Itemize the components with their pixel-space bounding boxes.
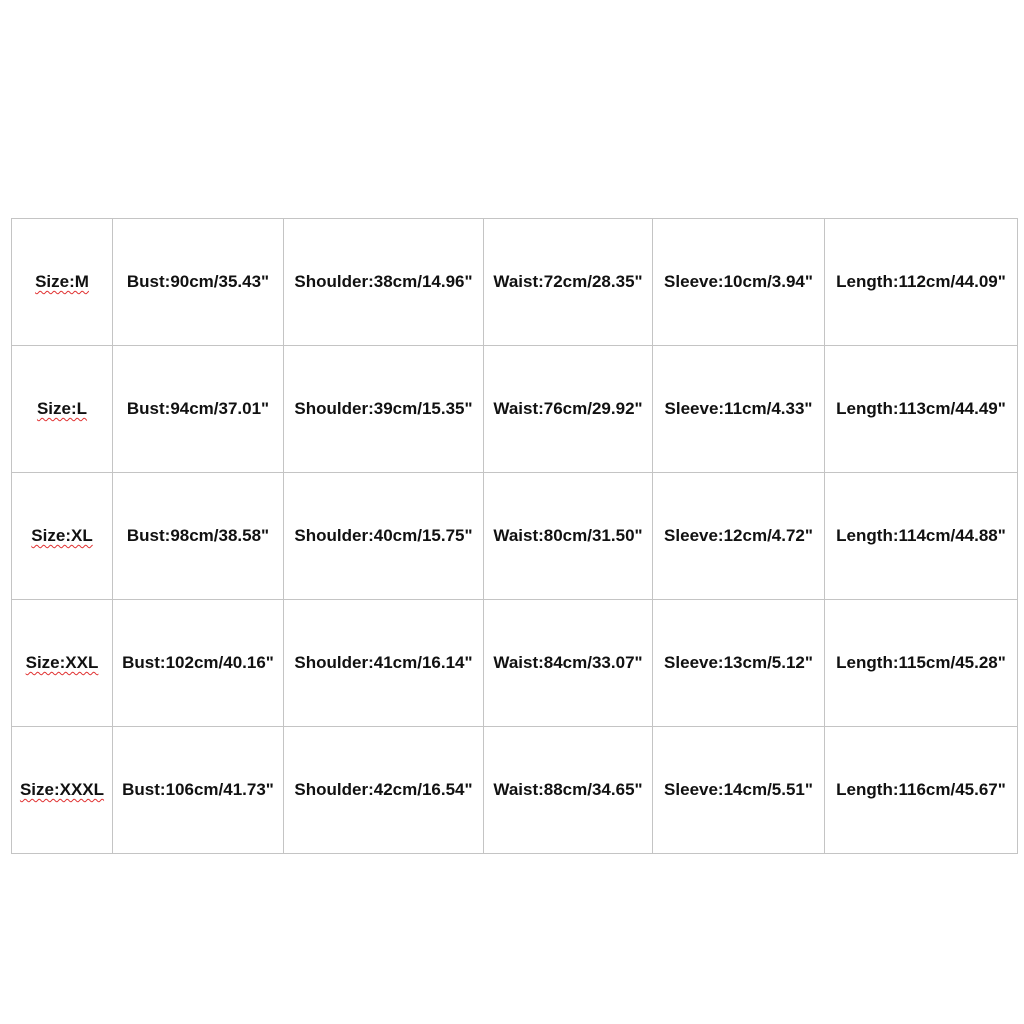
bust-cell: Bust:102cm/40.16" <box>113 600 284 727</box>
bust-cell: Bust:90cm/35.43" <box>113 219 284 346</box>
length-cell: Length:116cm/45.67" <box>825 727 1018 854</box>
size-label: Size:M <box>35 272 89 291</box>
waist-cell: Waist:80cm/31.50" <box>484 473 653 600</box>
bust-cell: Bust:106cm/41.73" <box>113 727 284 854</box>
sleeve-cell: Sleeve:14cm/5.51" <box>653 727 825 854</box>
size-cell <box>12 219 113 346</box>
size-label: Size:L <box>36 399 88 418</box>
size-label: Size:XL <box>31 526 93 545</box>
sleeve-cell: Sleeve:11cm/4.33" <box>653 346 825 473</box>
shoulder-cell: Shoulder:38cm/14.96" <box>284 219 484 346</box>
size-row-xl <box>12 473 1018 600</box>
size-label: Size:XXL <box>25 653 99 672</box>
waist-cell: Waist:84cm/33.07" <box>484 600 653 727</box>
waist-cell: Waist:88cm/34.65" <box>484 727 653 854</box>
size-row-l <box>12 346 1018 473</box>
size-cell <box>12 600 113 727</box>
bust-cell: Bust:94cm/37.01" <box>113 346 284 473</box>
length-cell: Length:113cm/44.49" <box>825 346 1018 473</box>
sleeve-cell: Sleeve:10cm/3.94" <box>653 219 825 346</box>
length-cell: Length:114cm/44.88" <box>825 473 1018 600</box>
sleeve-cell: Sleeve:12cm/4.72" <box>653 473 825 600</box>
size-row-xxl <box>12 600 1018 727</box>
shoulder-cell: Shoulder:39cm/15.35" <box>284 346 484 473</box>
waist-cell: Waist:76cm/29.92" <box>484 346 653 473</box>
sleeve-cell: Sleeve:13cm/5.12" <box>653 600 825 727</box>
size-chart-table <box>11 218 1018 854</box>
shoulder-cell: Shoulder:40cm/15.75" <box>284 473 484 600</box>
size-cell <box>12 473 113 600</box>
bust-cell: Bust:98cm/38.58" <box>113 473 284 600</box>
waist-cell: Waist:72cm/28.35" <box>484 219 653 346</box>
shoulder-cell: Shoulder:41cm/16.14" <box>284 600 484 727</box>
length-cell: Length:112cm/44.09" <box>825 219 1018 346</box>
size-row-xxxl <box>12 727 1018 854</box>
shoulder-cell: Shoulder:42cm/16.54" <box>284 727 484 854</box>
size-row-m <box>12 219 1018 346</box>
size-cell <box>12 727 113 854</box>
size-cell <box>12 346 113 473</box>
length-cell: Length:115cm/45.28" <box>825 600 1018 727</box>
size-label: Size:XXXL <box>19 780 105 799</box>
